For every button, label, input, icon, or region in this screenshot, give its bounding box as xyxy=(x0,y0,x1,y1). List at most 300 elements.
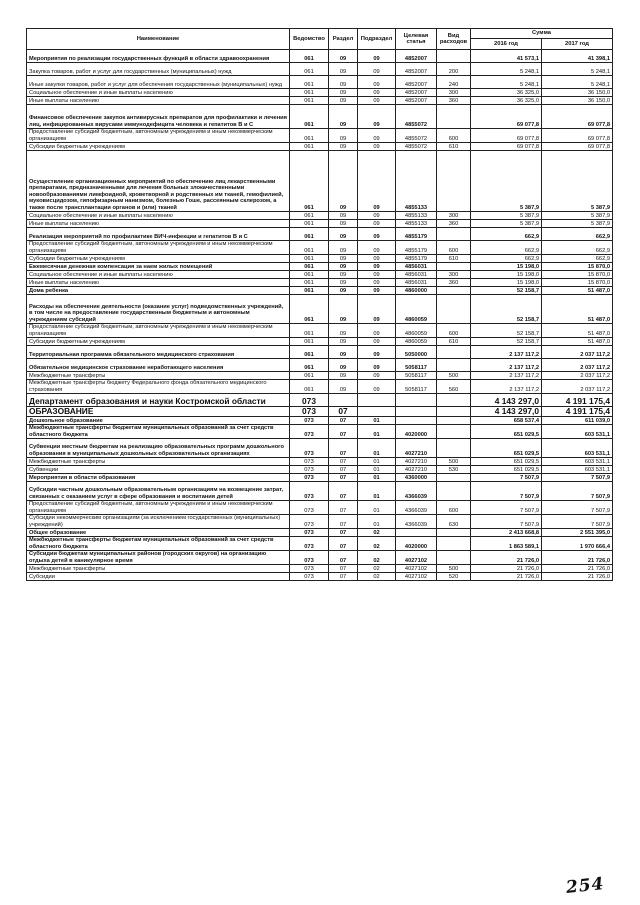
cell-y2017: 2 037 117,2 xyxy=(542,372,613,380)
cell-target: 4366039 xyxy=(396,501,437,515)
cell-sec: 09 xyxy=(329,279,358,287)
cell-name: Обязательное медицинское страхование неработающего населения xyxy=(27,359,290,372)
cell-sec: 09 xyxy=(329,76,358,89)
cell-vr xyxy=(437,228,471,241)
cell-y2017: 7 507,9 xyxy=(542,515,613,529)
cell-y2017: 21 726,0 xyxy=(542,565,613,573)
header-subsection: Подраздел xyxy=(358,29,396,50)
cell-sec: 09 xyxy=(329,212,358,220)
cell-sub: 09 xyxy=(358,346,396,359)
cell-dept: 061 xyxy=(290,263,329,271)
cell-sec: 09 xyxy=(329,372,358,380)
cell-sec: 07 xyxy=(329,407,358,417)
cell-y2016: 7 507,9 xyxy=(471,501,542,515)
cell-sub xyxy=(358,394,396,407)
cell-y2016: 15 198,0 xyxy=(471,271,542,279)
cell-vr xyxy=(437,551,471,565)
cell-y2017: 603 531,1 xyxy=(542,458,613,466)
cell-y2016: 52 158,7 xyxy=(471,287,542,295)
cell-sub: 09 xyxy=(358,105,396,129)
cell-sec: 07 xyxy=(329,537,358,551)
cell-vr xyxy=(437,50,471,63)
cell-vr xyxy=(437,529,471,537)
cell-y2016: 5 248,1 xyxy=(471,63,542,76)
cell-vr xyxy=(437,474,471,482)
cell-dept: 061 xyxy=(290,271,329,279)
cell-target: 4855072 xyxy=(396,105,437,129)
cell-sec: 09 xyxy=(329,271,358,279)
cell-sec: 09 xyxy=(329,50,358,63)
cell-name: Ежемесячная денежная компенсация за наем жилых помещений xyxy=(27,263,290,271)
cell-target: 4856031 xyxy=(396,271,437,279)
cell-target: 4855179 xyxy=(396,241,437,255)
cell-dept: 061 xyxy=(290,346,329,359)
cell-sec: 09 xyxy=(329,295,358,324)
cell-dept: 061 xyxy=(290,151,329,212)
cell-name: Межбюджетные трансферты xyxy=(27,458,290,466)
cell-vr: 500 xyxy=(437,565,471,573)
cell-sub: 01 xyxy=(358,474,396,482)
table-row xyxy=(27,212,613,220)
cell-sec: 09 xyxy=(329,129,358,143)
cell-y2017: 603 531,1 xyxy=(542,439,613,458)
cell-y2017: 41 398,1 xyxy=(542,50,613,63)
cell-sec: 07 xyxy=(329,515,358,529)
cell-name: Социальное обеспечение и иные выплаты населению xyxy=(27,89,290,97)
cell-dept: 073 xyxy=(290,482,329,501)
cell-y2016: 651 029,5 xyxy=(471,458,542,466)
cell-dept: 073 xyxy=(290,565,329,573)
cell-name: Субсидии xyxy=(27,573,290,581)
cell-name: Межбюджетные трансферты бюджетам муниципальных образований за счет средств областного бюджета xyxy=(27,425,290,439)
cell-target: 4020000 xyxy=(396,537,437,551)
table-row xyxy=(27,97,613,105)
cell-y2017: 2 037 117,2 xyxy=(542,346,613,359)
cell-y2016: 15 198,0 xyxy=(471,263,542,271)
cell-sec: 09 xyxy=(329,105,358,129)
cell-vr: 300 xyxy=(437,212,471,220)
table-row xyxy=(27,565,613,573)
cell-sub: 09 xyxy=(358,287,396,295)
cell-vr xyxy=(437,295,471,324)
cell-dept: 061 xyxy=(290,89,329,97)
cell-sub: 09 xyxy=(358,359,396,372)
table-row xyxy=(27,143,613,151)
table-row xyxy=(27,129,613,143)
cell-name: Социальное обеспечение и иные выплаты населению xyxy=(27,271,290,279)
cell-name: Предоставление субсидий бюджетным, автономным учреждениям и иным некоммерческим организациям xyxy=(27,324,290,338)
cell-sub: 09 xyxy=(358,89,396,97)
table-row xyxy=(27,263,613,271)
cell-sec: 09 xyxy=(329,143,358,151)
cell-sub: 01 xyxy=(358,482,396,501)
cell-name: Иные закупки товаров, работ и услуг для обеспечения государственных (муниципальных) нужд xyxy=(27,76,290,89)
cell-sub: 01 xyxy=(358,515,396,529)
table-row xyxy=(27,466,613,474)
cell-y2017: 1 970 666,4 xyxy=(542,537,613,551)
table-row xyxy=(27,241,613,255)
table-row xyxy=(27,372,613,380)
cell-vr: 610 xyxy=(437,255,471,263)
cell-name: Субсидии частным дошкольным образовательным организациям на возмещение затрат, связанных с оказанием услуг в сфере образования и воспитания детей xyxy=(27,482,290,501)
cell-y2017: 5 387,9 xyxy=(542,151,613,212)
cell-y2017: 662,9 xyxy=(542,228,613,241)
cell-sub: 01 xyxy=(358,458,396,466)
cell-dept: 061 xyxy=(290,255,329,263)
cell-y2016: 21 726,0 xyxy=(471,565,542,573)
table-row xyxy=(27,482,613,501)
cell-target: 4860059 xyxy=(396,324,437,338)
table-row xyxy=(27,228,613,241)
cell-y2017: 662,9 xyxy=(542,255,613,263)
cell-y2017: 7 507,9 xyxy=(542,501,613,515)
cell-dept: 061 xyxy=(290,97,329,105)
cell-name: Расходы на обеспечение деятельности (оказание услуг) подведомственных учреждений, в том числе на предоставление государственным бюджетным и автономным учреждениям субсидий xyxy=(27,295,290,324)
cell-y2016: 651 029,5 xyxy=(471,425,542,439)
cell-vr xyxy=(437,346,471,359)
cell-y2017: 15 870,0 xyxy=(542,263,613,271)
cell-sub: 09 xyxy=(358,151,396,212)
cell-y2016: 7 507,9 xyxy=(471,482,542,501)
table-row xyxy=(27,380,613,394)
cell-target: 4360000 xyxy=(396,474,437,482)
cell-y2016: 2 137 117,2 xyxy=(471,380,542,394)
cell-vr xyxy=(437,407,471,417)
cell-name: Межбюджетные трансферты xyxy=(27,372,290,380)
cell-y2016: 651 029,5 xyxy=(471,439,542,458)
cell-sub: 01 xyxy=(358,439,396,458)
cell-dept: 073 xyxy=(290,529,329,537)
table-row xyxy=(27,220,613,228)
budget-table xyxy=(26,28,613,581)
cell-target: 4860059 xyxy=(396,295,437,324)
cell-y2016: 2 413 668,8 xyxy=(471,529,542,537)
cell-y2016: 662,9 xyxy=(471,241,542,255)
cell-name: Реализация мероприятий по профилактике ВИЧ-инфекции и гепатитов В и С xyxy=(27,228,290,241)
cell-vr: 610 xyxy=(437,143,471,151)
cell-y2016: 1 863 589,1 xyxy=(471,537,542,551)
cell-y2017: 5 248,1 xyxy=(542,76,613,89)
cell-y2016: 2 137 117,2 xyxy=(471,346,542,359)
table-row xyxy=(27,151,613,212)
table-row xyxy=(27,425,613,439)
cell-dept: 073 xyxy=(290,394,329,407)
cell-name: Субсидии бюджетным учреждениям xyxy=(27,143,290,151)
cell-vr: 300 xyxy=(437,89,471,97)
cell-dept: 061 xyxy=(290,295,329,324)
cell-vr xyxy=(437,417,471,425)
cell-dept: 061 xyxy=(290,287,329,295)
cell-target: 4027102 xyxy=(396,565,437,573)
cell-vr xyxy=(437,151,471,212)
cell-sec: 09 xyxy=(329,228,358,241)
cell-vr: 600 xyxy=(437,501,471,515)
table-row xyxy=(27,529,613,537)
cell-name: Межбюджетные трансферты бюджету Федерального фонда обязательного медицинского страхования xyxy=(27,380,290,394)
cell-target: 4855133 xyxy=(396,151,437,212)
cell-name: Предоставление субсидий бюджетным, автономным учреждениям и иным некоммерческим организациям xyxy=(27,241,290,255)
header-name: Наименование xyxy=(27,29,290,50)
cell-vr: 600 xyxy=(437,241,471,255)
cell-y2016: 21 726,0 xyxy=(471,551,542,565)
cell-name: ОБРАЗОВАНИЕ xyxy=(27,407,290,417)
header-target: Целевая статья xyxy=(396,29,437,50)
header-dept: Ведомство xyxy=(290,29,329,50)
cell-vr xyxy=(437,105,471,129)
cell-sub: 09 xyxy=(358,97,396,105)
cell-name: Мероприятия по реализации государственных функций в области здравоохранения xyxy=(27,50,290,63)
cell-dept: 061 xyxy=(290,228,329,241)
cell-name: Мероприятия в области образования xyxy=(27,474,290,482)
cell-y2016: 15 198,0 xyxy=(471,279,542,287)
cell-sec: 09 xyxy=(329,338,358,346)
cell-dept: 061 xyxy=(290,279,329,287)
cell-sub: 09 xyxy=(358,271,396,279)
cell-sec: 07 xyxy=(329,474,358,482)
cell-dept: 061 xyxy=(290,129,329,143)
cell-dept: 061 xyxy=(290,220,329,228)
cell-dept: 073 xyxy=(290,458,329,466)
cell-dept: 073 xyxy=(290,474,329,482)
cell-sub: 09 xyxy=(358,212,396,220)
cell-y2017: 15 870,0 xyxy=(542,271,613,279)
table-row xyxy=(27,394,613,407)
cell-sec xyxy=(329,394,358,407)
cell-dept: 073 xyxy=(290,573,329,581)
cell-sub: 09 xyxy=(358,76,396,89)
cell-name: Субсидии некоммерческим организациям (за исключением государственных (муниципальных) учреждений) xyxy=(27,515,290,529)
cell-y2017: 69 077,8 xyxy=(542,129,613,143)
cell-target: 4856031 xyxy=(396,279,437,287)
table-row xyxy=(27,573,613,581)
cell-sec: 09 xyxy=(329,241,358,255)
cell-vr xyxy=(437,482,471,501)
cell-sub: 09 xyxy=(358,372,396,380)
cell-sec: 07 xyxy=(329,529,358,537)
cell-y2017: 51 487,0 xyxy=(542,324,613,338)
table-row xyxy=(27,359,613,372)
cell-dept: 061 xyxy=(290,76,329,89)
cell-vr: 360 xyxy=(437,220,471,228)
table-row xyxy=(27,295,613,324)
table-row xyxy=(27,338,613,346)
table-row xyxy=(27,89,613,97)
cell-target: 4020000 xyxy=(396,425,437,439)
table-row xyxy=(27,287,613,295)
cell-vr: 240 xyxy=(437,76,471,89)
cell-dept: 061 xyxy=(290,241,329,255)
cell-y2017: 2 037 117,2 xyxy=(542,359,613,372)
cell-name: Субсидии бюджетным учреждениям xyxy=(27,338,290,346)
cell-target: 4027210 xyxy=(396,458,437,466)
cell-y2016: 658 537,4 xyxy=(471,417,542,425)
table-row xyxy=(27,271,613,279)
cell-name: Предоставление субсидий бюджетным, автономным учреждениям и иным некоммерческим организациям xyxy=(27,501,290,515)
cell-dept: 061 xyxy=(290,143,329,151)
cell-sub: 09 xyxy=(358,63,396,76)
cell-name: Субвенции местным бюджетам на реализацию образовательных программ дошкольного образования в муниципальных дошкольных образовательных организациях xyxy=(27,439,290,458)
cell-sec: 09 xyxy=(329,255,358,263)
cell-dept: 073 xyxy=(290,466,329,474)
cell-y2017: 7 507,9 xyxy=(542,474,613,482)
cell-vr: 500 xyxy=(437,458,471,466)
cell-name: Осуществление организационных мероприятий по обеспечению лиц лекарственными препаратами, предназначенными для лечения больных злокачественными новообразованиями лимфоидной, кроветворной и родственных им тканей, гемофилией, муковисцидозом, гипофизарным нанизмом, болезнью Гоше, рассеянным склерозом, а также после трансплантации органов и (или) тканей xyxy=(27,151,290,212)
cell-dept: 073 xyxy=(290,551,329,565)
cell-dept: 061 xyxy=(290,324,329,338)
cell-target: 4856031 xyxy=(396,263,437,271)
cell-y2017: 5 387,9 xyxy=(542,212,613,220)
cell-y2017: 603 531,1 xyxy=(542,425,613,439)
cell-name: Предоставление субсидий бюджетным, автономным учреждениям и иным некоммерческим организациям xyxy=(27,129,290,143)
cell-target: 4855179 xyxy=(396,255,437,263)
cell-sec: 07 xyxy=(329,466,358,474)
cell-sub: 09 xyxy=(358,324,396,338)
table-row xyxy=(27,76,613,89)
cell-vr: 530 xyxy=(437,466,471,474)
cell-dept: 073 xyxy=(290,407,329,417)
cell-y2016: 52 158,7 xyxy=(471,324,542,338)
cell-y2016: 5 248,1 xyxy=(471,76,542,89)
table-row xyxy=(27,551,613,565)
table-row xyxy=(27,279,613,287)
cell-y2017: 7 507,9 xyxy=(542,482,613,501)
budget-table-sheet xyxy=(26,28,612,581)
cell-y2016: 651 029,5 xyxy=(471,466,542,474)
cell-dept: 061 xyxy=(290,380,329,394)
cell-target: 4860059 xyxy=(396,338,437,346)
cell-y2016: 5 387,9 xyxy=(471,212,542,220)
cell-y2016: 2 137 117,2 xyxy=(471,372,542,380)
cell-y2017: 21 726,0 xyxy=(542,551,613,565)
cell-y2016: 36 325,0 xyxy=(471,97,542,105)
cell-sub: 02 xyxy=(358,573,396,581)
table-body xyxy=(27,50,613,581)
cell-y2016: 69 077,8 xyxy=(471,129,542,143)
cell-sub: 01 xyxy=(358,417,396,425)
cell-target: 5050000 xyxy=(396,346,437,359)
cell-target: 4852007 xyxy=(396,97,437,105)
table-row xyxy=(27,474,613,482)
cell-name: Иные выплаты населению xyxy=(27,220,290,228)
cell-sub: 02 xyxy=(358,551,396,565)
cell-target: 4852007 xyxy=(396,63,437,76)
cell-dept: 061 xyxy=(290,105,329,129)
cell-sec: 07 xyxy=(329,551,358,565)
cell-y2016: 52 158,7 xyxy=(471,338,542,346)
cell-sub: 09 xyxy=(358,50,396,63)
cell-y2017: 36 150,0 xyxy=(542,97,613,105)
header-2017: 2017 год xyxy=(542,39,613,50)
header-sum: Сумма xyxy=(471,29,613,39)
cell-sub: 01 xyxy=(358,425,396,439)
cell-name: Социальное обеспечение и иные выплаты населению xyxy=(27,212,290,220)
cell-dept: 073 xyxy=(290,537,329,551)
cell-y2016: 52 158,7 xyxy=(471,295,542,324)
cell-y2017: 662,9 xyxy=(542,241,613,255)
cell-sec: 07 xyxy=(329,439,358,458)
cell-sec: 09 xyxy=(329,220,358,228)
table-row xyxy=(27,439,613,458)
table-row xyxy=(27,417,613,425)
cell-dept: 061 xyxy=(290,372,329,380)
cell-vr: 560 xyxy=(437,380,471,394)
cell-vr xyxy=(437,359,471,372)
cell-y2017: 69 077,8 xyxy=(542,143,613,151)
cell-dept: 073 xyxy=(290,425,329,439)
cell-sec: 09 xyxy=(329,63,358,76)
cell-sec: 09 xyxy=(329,287,358,295)
cell-sec: 09 xyxy=(329,263,358,271)
cell-target: 4855072 xyxy=(396,143,437,151)
cell-sub: 09 xyxy=(358,220,396,228)
cell-y2016: 662,9 xyxy=(471,255,542,263)
cell-vr xyxy=(437,287,471,295)
cell-y2016: 5 387,9 xyxy=(471,220,542,228)
cell-dept: 061 xyxy=(290,63,329,76)
cell-sub: 09 xyxy=(358,129,396,143)
cell-sub: 09 xyxy=(358,295,396,324)
page-number: 254 xyxy=(565,874,606,898)
cell-target: 4027210 xyxy=(396,439,437,458)
cell-y2016: 7 507,9 xyxy=(471,515,542,529)
cell-vr xyxy=(437,425,471,439)
cell-vr xyxy=(437,537,471,551)
cell-vr xyxy=(437,439,471,458)
cell-y2017: 4 191 175,4 xyxy=(542,407,613,417)
table-row xyxy=(27,105,613,129)
cell-target xyxy=(396,407,437,417)
cell-y2017: 51 487,0 xyxy=(542,287,613,295)
cell-sub: 09 xyxy=(358,263,396,271)
cell-vr: 600 xyxy=(437,324,471,338)
cell-name: Межбюджетные трансферты xyxy=(27,565,290,573)
cell-y2016: 69 077,8 xyxy=(471,105,542,129)
cell-sub: 09 xyxy=(358,143,396,151)
cell-y2017: 51 487,0 xyxy=(542,295,613,324)
cell-target: 4852007 xyxy=(396,76,437,89)
table-row xyxy=(27,458,613,466)
cell-target: 4852007 xyxy=(396,89,437,97)
cell-vr: 500 xyxy=(437,372,471,380)
cell-y2016: 5 387,9 xyxy=(471,151,542,212)
cell-sub: 02 xyxy=(358,565,396,573)
cell-y2017: 69 077,8 xyxy=(542,105,613,129)
cell-name: Финансовое обеспечение закупок антивирусных препаратов для профилактики и лечения лиц, инфицированных вирусами иммунодефицита человека и гепатитов В и С xyxy=(27,105,290,129)
cell-y2016: 4 143 297,0 xyxy=(471,407,542,417)
cell-name: Субсидии бюджетным учреждениям xyxy=(27,255,290,263)
cell-sec: 07 xyxy=(329,425,358,439)
table-row xyxy=(27,407,613,417)
cell-sub: 02 xyxy=(358,537,396,551)
cell-y2017: 4 191 175,4 xyxy=(542,394,613,407)
cell-sub xyxy=(358,407,396,417)
cell-sec: 07 xyxy=(329,573,358,581)
cell-name: Иные выплаты населению xyxy=(27,97,290,105)
cell-sec: 09 xyxy=(329,324,358,338)
cell-target: 4855179 xyxy=(396,228,437,241)
cell-dept: 073 xyxy=(290,439,329,458)
cell-sec: 07 xyxy=(329,482,358,501)
cell-y2016: 69 077,8 xyxy=(471,143,542,151)
cell-target: 4027210 xyxy=(396,466,437,474)
cell-name: Иные выплаты населению xyxy=(27,279,290,287)
cell-y2016: 41 573,1 xyxy=(471,50,542,63)
table-row xyxy=(27,346,613,359)
cell-name: Дошкольное образование xyxy=(27,417,290,425)
cell-vr xyxy=(437,394,471,407)
table-row xyxy=(27,63,613,76)
cell-sec: 09 xyxy=(329,380,358,394)
